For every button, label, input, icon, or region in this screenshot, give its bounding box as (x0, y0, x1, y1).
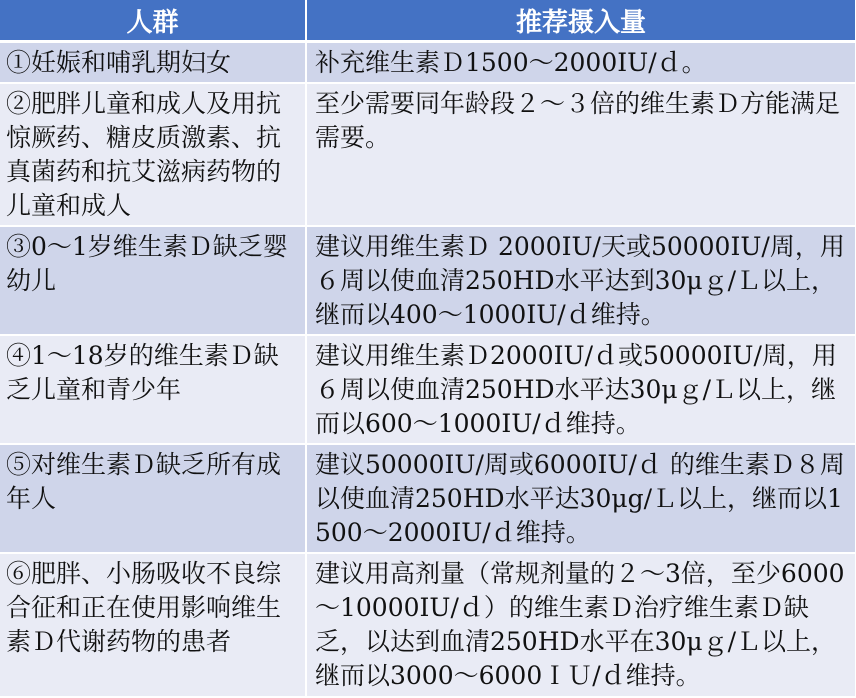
intake-cell: 建议50000IU/周或6000IU/ｄ 的维生素Ｄ８周以使血清250HD水平达30μg/Ｌ以上，继而以1500～2000IU/ｄ维持。 (306, 444, 856, 553)
table-row (0, 83, 856, 226)
population-cell: ④1～18岁的维生素Ｄ缺乏儿童和青少年 (0, 335, 306, 444)
population-cell: ⑥肥胖、小肠吸收不良综合征和正在使用影响维生素Ｄ代谢药物的患者 (0, 553, 306, 697)
population-cell: ①妊娠和哺乳期妇女 (0, 42, 306, 84)
table-row (0, 42, 856, 84)
table-row (0, 444, 856, 553)
table-row (0, 553, 856, 697)
population-cell: ③0～1岁维生素Ｄ缺乏婴幼儿 (0, 226, 306, 335)
intake-cell: 建议用维生素Ｄ 2000IU/天或50000IU/周，用６周以使血清250HD水平达到30μｇ/Ｌ以上，继而以400～1000IU/ｄ维持。 (306, 226, 856, 335)
table-row (0, 226, 856, 335)
intake-cell: 至少需要同年龄段２～３倍的维生素Ｄ方能满足需要。 (306, 83, 856, 226)
intake-cell: 建议用维生素Ｄ2000IU/ｄ或50000IU/周，用６周以使血清250HD水平达30μｇ/Ｌ以上，继而以600～1000IU/ｄ维持。 (306, 335, 856, 444)
intake-cell: 补充维生素Ｄ1500～2000IU/ｄ。 (306, 42, 856, 84)
header-row (0, 0, 856, 42)
header-intake: 推荐摄入量 (306, 0, 856, 42)
population-cell: ⑤对维生素Ｄ缺乏所有成年人 (0, 444, 306, 553)
intake-cell: 建议用高剂量（常规剂量的２～3倍，至少6000～10000IU/ｄ）的维生素Ｄ治疗维生素Ｄ缺乏，以达到血清250HD水平在30μｇ/Ｌ以上，继而以3000～6000ＩＵ/ｄ维持。 (306, 553, 856, 697)
table-row (0, 335, 856, 444)
header-population: 人群 (0, 0, 306, 42)
population-cell: ②肥胖儿童和成人及用抗惊厥药、糖皮质激素、抗真菌药和抗艾滋病药物的儿童和成人 (0, 83, 306, 226)
